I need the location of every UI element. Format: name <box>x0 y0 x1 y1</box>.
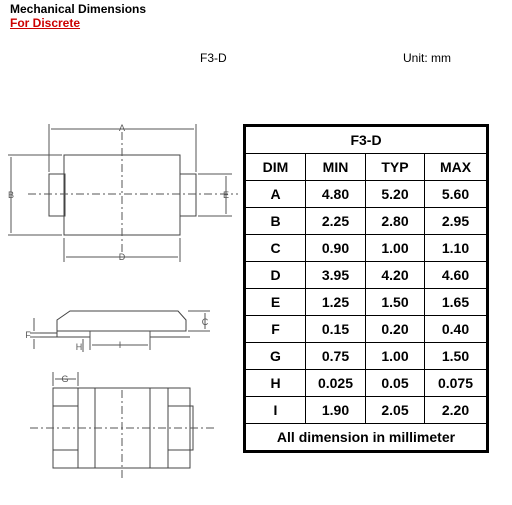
table-row <box>245 316 488 343</box>
unit-label: Unit: mm <box>403 51 451 65</box>
table-cell: 1.65 <box>425 289 488 316</box>
table-footer-row <box>245 424 488 452</box>
table-cell: 1.50 <box>366 289 425 316</box>
table-cell: 4.80 <box>306 181 366 208</box>
table-cell: 4.20 <box>366 262 425 289</box>
table-title: F3-D <box>245 126 488 154</box>
bottom-view <box>30 372 215 480</box>
dim-label-e: E <box>222 190 230 200</box>
table-cell: 1.90 <box>306 397 366 424</box>
table-cell: 2.25 <box>306 208 366 235</box>
table-cell: 3.95 <box>306 262 366 289</box>
table-row <box>245 343 488 370</box>
column-header: TYP <box>366 154 425 181</box>
table-cell: G <box>245 343 306 370</box>
table-cell: 2.05 <box>366 397 425 424</box>
page-title: Mechanical Dimensions <box>10 2 147 16</box>
dim-label-b: B <box>7 190 15 200</box>
table-cell: 0.025 <box>306 370 366 397</box>
dim-label-i: I <box>118 340 122 350</box>
subtitle-link[interactable]: For Discrete <box>10 16 81 30</box>
table-header-row <box>245 154 488 181</box>
table-cell: 1.25 <box>306 289 366 316</box>
table-cell: 2.80 <box>366 208 425 235</box>
table-cell: D <box>245 262 306 289</box>
mechanical-drawing <box>0 0 240 505</box>
table-cell: 5.20 <box>366 181 425 208</box>
table-cell: 2.20 <box>425 397 488 424</box>
dimension-table <box>243 124 489 453</box>
table-row <box>245 370 488 397</box>
dim-label-d: D <box>118 252 126 262</box>
table-cell: 0.15 <box>306 316 366 343</box>
table-cell: H <box>245 370 306 397</box>
table-cell: 0.075 <box>425 370 488 397</box>
table-cell: B <box>245 208 306 235</box>
table-row <box>245 262 488 289</box>
table-cell: C <box>245 235 306 262</box>
table-cell: 1.00 <box>366 343 425 370</box>
table-cell: F <box>245 316 306 343</box>
table-footer: All dimension in millimeter <box>245 424 488 452</box>
table-cell: 0.05 <box>366 370 425 397</box>
table-cell: 0.20 <box>366 316 425 343</box>
table-cell: 0.75 <box>306 343 366 370</box>
table-cell: I <box>245 397 306 424</box>
table-cell: A <box>245 181 306 208</box>
dim-label-c: C <box>201 317 209 327</box>
table-cell: 2.95 <box>425 208 488 235</box>
column-header: DIM <box>245 154 306 181</box>
package-name: F3-D <box>200 51 227 65</box>
table-row <box>245 181 488 208</box>
table-cell: 0.40 <box>425 316 488 343</box>
table-cell: 1.50 <box>425 343 488 370</box>
table-cell: 0.90 <box>306 235 366 262</box>
column-header: MAX <box>425 154 488 181</box>
table-row <box>245 208 488 235</box>
dim-label-a: A <box>118 123 126 133</box>
table-cell: 5.60 <box>425 181 488 208</box>
table-cell: 1.10 <box>425 235 488 262</box>
dim-label-f: F <box>25 330 31 340</box>
table-cell: 4.60 <box>425 262 488 289</box>
dim-label-g: G <box>61 374 69 384</box>
table-row <box>245 289 488 316</box>
column-header: MIN <box>306 154 366 181</box>
table-cell: E <box>245 289 306 316</box>
dim-label-h: H <box>75 342 83 352</box>
table-cell: 1.00 <box>366 235 425 262</box>
table-row <box>245 397 488 424</box>
table-row <box>245 235 488 262</box>
top-view <box>8 124 238 262</box>
